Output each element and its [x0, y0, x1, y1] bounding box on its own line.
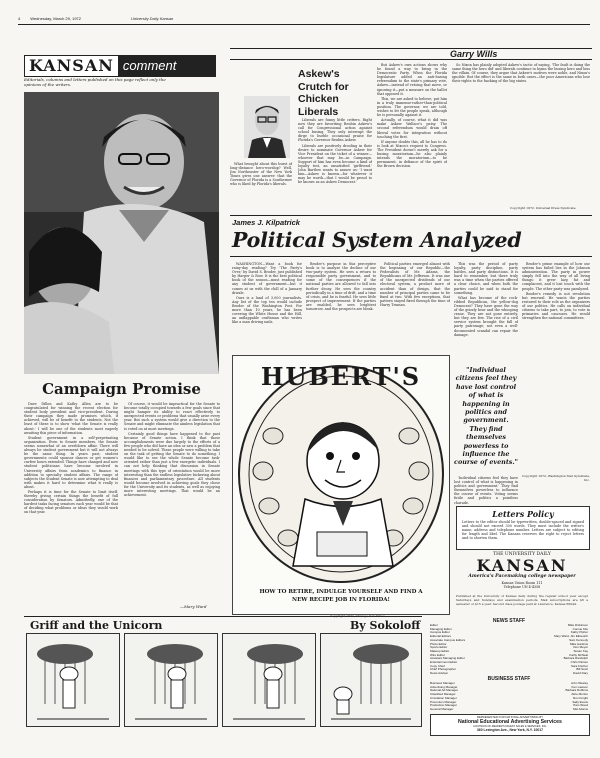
- news-staff-list: [430, 624, 588, 676]
- staff-role: Circulation Manager: [430, 695, 457, 700]
- wills-photo: [244, 96, 290, 158]
- staff-role: News Adviser: [430, 671, 449, 676]
- staff-role: Promotion Manager: [430, 699, 457, 704]
- staff-person: Sara Fischer: [570, 663, 588, 668]
- staff-person: Mike Dickinson: [567, 623, 588, 627]
- staff-role: Managing Editor: [430, 626, 452, 631]
- staff-person: Ken Lawson: [571, 684, 588, 689]
- staff-person: Alice Morton: [571, 692, 588, 697]
- staff-role: Chief Photographer: [430, 667, 457, 672]
- kilpatrick-column-3: Political parties emerged almost with the beginning of our Republic—the Federalists of Mr. Adams, the Republicans of Mr. Jefferson. It was one of the unexpected dividends of our electoral system, a product more of accident than of design, that the number of principal parties came to be fixed at two. With few exceptions, that pattern stayed fixed through the time of Harry Truman.: [380, 262, 450, 307]
- news-staff: NEWS STAFF Editor Mike Dickinson Managing Editor Connie Kile Campus Editor Kathy Pipher Editorial Editors Mary Ward, Jim Ellsworth Associate Campus Editors Sam Kennedy Photo Editor Mike Hankins Sports Editor Don Meyer Makeup Editor Susan Kay Wire Editor Kathy McNeal Assistant Managing Editor Barbara Randolph Entertainment Editor Chris Palmer Copy Chief Sara Fischer Chief Photographer Bill Scott News Adviser David Dary: [430, 618, 588, 676]
- staff-row: [430, 708, 588, 712]
- staff-role: General Manager: [430, 706, 454, 711]
- wills-column-1b: What brought about this burst of long-distance hero-worship? Well, Jim Northeaster of the New York Times gives one answer: that the Governor of Florida is a Southerner who is liked by Florida's liberals.: [230, 162, 292, 187]
- wills-column-2: But Askew's own actions shows why he found a way to bring in the Democratic Party. When the Florida legislature added an anti-busing referendum to the state's primary vote, Askew—instead of vetoing that move, or ignoring it—put a measure on the ballot that opposed it. This, we are asked to believe, put him in a truly immense-rather-than-political position. The governor, we are told, wishes to let the people speak, although he is personally against it. Actually, of course, what it did was make Askew Wallace's patsy. The second referendum would drain off liberal votes for integration without touching the first. If anyone doubts this, all he has to do is look at Nixon's request to Congress. The President doesn't merely ask for a busing moratorium—he also plainly intends the moratorium—to be permanent, in defiance of the spirit of the Brown decision.: [377, 63, 447, 169]
- staff-person: Sally Evans: [572, 699, 588, 704]
- staff-role: Wire Editor: [430, 652, 445, 657]
- staff-person: Kathy McNeal: [569, 652, 588, 657]
- staff-role: Production Manager: [430, 703, 458, 708]
- staff-person: Mel Adams: [573, 706, 588, 711]
- comic-panel-3: [222, 633, 316, 727]
- staff-role: Copy Chief: [430, 663, 445, 668]
- staff-role: Associate Campus Editors: [430, 637, 466, 642]
- comic-panel-4: [320, 633, 422, 727]
- staff-person: David Dary: [573, 671, 588, 676]
- comic-title: Griff and the Unicorn: [30, 619, 163, 632]
- staff-person: Mary Ward, Jim Ellsworth: [554, 634, 588, 639]
- wills-byline: Garry Wills: [450, 49, 498, 59]
- campaign-column-1: Dave Dillon and Kathy Allen are to be congratulated for winning the recent election for student body president and vice-president. During their campaign they made promises which, if achieved, will be of benefit to the students. Not the least of these is to show 'what the Senate is really about.' I will be one of the students most eagerly awaiting this piece of information. Student government in a self-perpetuating organization. Even to Senate members, the Senate seems somewhat of an overblown affair. There will always be student government but it will not always be the same thing. In years past, student governments could sponsor dances or get women's curfew hours extended. Things have changed and now student politicians have become involved in University affairs from academics to finance in addition to specialty student affairs. The range of subjects the Student Senate is now attempting to deal with makes it hard to determine what it really is about. Perhaps it is time for the Senate to limit itself, thereby giving certain things the benefit of full consideration by Senators. Admittedly, one of the hardest tasks facing senators each year would be that of deciding what problems or ideas they would work on that year.: [24, 402, 118, 515]
- staff-role: Assistant Managing Editor: [430, 656, 465, 661]
- wills-column-3: So Nixon has plainly adopted Askew's tactic of saying, 'The fault is doing the same thing the hero did' and liberals continue to hymn the busing hero and hiss the villain. Of course, they argue that Askew's motives were noble, and Nixon's ignoble. But the effect is the same in both cases—the poor Americans who lose their rights to the backing of the big states.: [452, 63, 590, 84]
- campaign-headline: Campaign Promise: [42, 380, 201, 398]
- masthead-note: Editorials, columns and letters published on this page reflect only the opinions of the writers.: [24, 77, 166, 87]
- masthead-comment: comment: [118, 56, 215, 76]
- nea-box: REPRESENTED FOR NATIONAL ADVERTISING BY National Educational Advertising Services A DIVISION OF READER'S DIGEST SALES & SERVICES, INC. 360 Lexington Ave., New York, N.Y. 10017: [430, 714, 590, 736]
- staff-role: Editor: [430, 623, 438, 627]
- kilpatrick-column-1: WASHINGTON—Want a book for rainy-day reading? Try 'The Party's Over,' by David S. Broder, just published by Harper & Row. It is the best political book of the season—must reading for any student of government—but it comes at us with the chill of a January drizzle. Ours is a land of 3,000 journalists. Any list of the top ten would include Broder of the Washington Post. For more than 10 years, he has been covering the White House and the Hill, an unflappable craftsman who writes like a man driving nails.: [232, 262, 302, 325]
- staff-person: Kathy Pipher: [570, 630, 588, 635]
- campaign-column-2: Of course, it would be impractical for the Senate to become totally occupied towards a few goals since that might hamper its ability to react effectively to unexpected events or problems that usually arise every year. But such a system would give a direction to the Senate and might eliminate the aimless legislation that is voted on at most meetings. Certainly good things have happened to the past because of Senate action. I think that those accomplishments were due largely to the efforts of a few people who did have an idea or saw a problem that needed to be solved. These people were willing to take on the task of getting the Senate to do something. I would like to see the whole Senate become task-oriented rather than just a few energetic individuals. I can not help thinking that discussion in Senate meetings with this type of orientation would be more interesting than the endless legislative bickering about finances and parliamentary procedure. All students would become involved in achieving goals they chose for the University and its students, as well as enjoying more interesting meetings. That would be an achievement.: [124, 402, 220, 498]
- staff-role: Business Manager: [430, 681, 455, 685]
- staff-role: Campus Editor: [430, 630, 450, 635]
- kilpatrick-column-4: This was the period of party loyalty, party discipline, party battles, and party distinctions. It is hard to remember, but there truly was a time when the parties offered a clear choice, and when both the parties could be said to stand for something. What has become of the rock-ribbed Republican, the yellow-dog Democrat? They have gone the way of the grizzly bear and the whooping crane. They are not gone entirely, but they are few. The rise of a civil service system brought the fall of party patronage; not even a well-documented scandal can repair the damage.: [454, 262, 518, 337]
- udk-info: Published at the University of Kansas daily during the regular school year except Saturdays and Sundays and examination periods. Mail subscriptions are $8 a semester or $15 a year. Second class postage paid at Lawrence, Kansas 66044.: [456, 594, 588, 607]
- staff-role: Entertainment Editor: [430, 660, 458, 665]
- staff-role: Classified Manager: [430, 692, 456, 697]
- kilpatrick-column-4b: 'Individual citizens feel they have lost control of what is happening in politics and government.' They find themselves powerless to influence the course of events. Voting seems futile and politics a pointless charade.: [454, 476, 518, 504]
- letters-body: Letters to the editor should be typewritten, double-spaced and signed and should not exceed 300 words. They must include the writer's name, address and telephone number. Letters are subject to editing for length and libel. The Kansan reserves the right to reject letters and to shorten them.: [462, 520, 584, 541]
- header-paper: University Daily Kansan: [131, 16, 174, 21]
- staff-person: Barbara Dobbins: [565, 688, 588, 693]
- staff-role: Makeup Editor: [430, 648, 450, 653]
- page-number: 4: [18, 16, 21, 21]
- staff-person: Pam Wood: [573, 703, 588, 708]
- staff-role: Editorial Editors: [430, 634, 452, 639]
- staff-person: Bill Scott: [576, 667, 588, 672]
- kilpatrick-column-5: Broder's prime example of how our system has failed lies in the Johnson administration. The party in power simply fell into the way of all living things: it grew lazy, fat and complacent, and it lost touch with the people. The other party was paralyzed. Broder's remedy is not revolution but renewal. He wants the parties restored to their role as the organizers of our politics. He calls on individual citizens to take part, to join, to vote in primaries and caucuses. He would strengthen the national committees.: [522, 262, 590, 321]
- page-header: [18, 16, 368, 21]
- letters-title: Letters Policy: [492, 509, 554, 519]
- udk-masthead: THE UNIVERSITY DAILY KANSAN America's Pacemaking college newspaper Kansas Union Room 111 Telephone UN 4-4358: [468, 552, 576, 589]
- comment-masthead: [24, 55, 216, 77]
- kilpatrick-byline: James J. Kilpatrick: [232, 218, 300, 227]
- staff-person: Connie Kile: [572, 626, 588, 631]
- wills-headline: Askew's Crutch for Chicken Liberals: [298, 68, 349, 118]
- cartoon-caption: HOW TO RETIRE, INDULGE YOURSELF AND FIND A NEW RECIPE JOB IN FLORIDA!: [259, 589, 423, 603]
- staff-person: Chris Palmer: [570, 660, 588, 665]
- staff-person: Mike Hankins: [569, 641, 588, 646]
- cartoon-title: HUBERT'S: [260, 362, 422, 391]
- staff-person: Don Meyer: [573, 645, 588, 650]
- business-staff-list: [430, 682, 588, 712]
- staff-person: John Wesley: [570, 681, 588, 685]
- comic-panel-1: [26, 633, 120, 727]
- staff-person: Susan Kay: [573, 648, 588, 653]
- staff-person: Sam Kennedy: [569, 637, 588, 642]
- comic-author: By Sokoloff: [350, 619, 421, 632]
- campaign-signature: —Mary Ward: [180, 604, 207, 609]
- staff-person: Ron Knight: [573, 695, 588, 700]
- kilpatrick-column-2: Broder's purpose in this perceptive book is to analyze the decline of our two-party system. He sees a return to responsible party government, and to some of the consequences if the national parties are allowed to fall into further decay. He sees the country periodically in a time of drift, and a time of crisis, and he is fearful. He sees little prospect of improvement. If the parties are enabled, he sees brightest tomorrow, and the prospects are bleak.: [306, 262, 376, 312]
- kilpatrick-headline: Political System Analyzed: [232, 228, 522, 252]
- candidates-photo: [24, 92, 219, 374]
- letters-policy: [456, 506, 590, 550]
- masthead-kansan: KANSAN: [29, 56, 114, 75]
- hubert-cartoon: [232, 355, 450, 615]
- business-staff: BUSINESS STAFF Business Manager John Wesley Advertising Manager Ken Lawson National Ad Manager Barbara Dobbins Classified Manager Alice Morton Circulation Manager Ron Knight Promotion Manager Sally Evans Production Manager Pam Wood General Manager Mel Adams: [430, 676, 588, 711]
- pull-quote: "Individual citizens feel they have lost control of what is happening in politics and government. They find themselves powerless to influence the course of events.": [454, 366, 518, 467]
- staff-role: Advertising Manager: [430, 684, 458, 689]
- kilpatrick-copyright: Copyright 1972, Washington Star Syndicate, Inc.: [522, 474, 590, 482]
- staff-role: Photo Editor: [430, 641, 447, 646]
- wills-column-1: Liberals are funny little critters. Right now they are favoriting Reubin Askew's call for Congressional action against school busing. They only interrupt the dirge to burble occasional praise for Florida's Governor Reubin Askew. Liberals are positively drooling in their desire to nominate Governor Askew for Vice President on the ticket of a winner—whoever that may be—in Campaign. Support of him has even become a kind of loyalty test, an unsatisfied 'girlfriend.' John Bartlow wants to assure us: 'I want him—Askew is known—for whatever it may be worth—that I would be proud to be known as an Askew Democrat.': [298, 118, 372, 185]
- wills-copyright: Copyright 1972, Universal Press Syndicate: [510, 206, 576, 210]
- staff-person: Barbara Randolph: [563, 656, 588, 661]
- staff-role: Sports Editor: [430, 645, 448, 650]
- comic-panel-2: [124, 633, 218, 727]
- header-date: Wednesday, March 29, 1972: [30, 16, 82, 21]
- staff-role: National Ad Manager: [430, 688, 459, 693]
